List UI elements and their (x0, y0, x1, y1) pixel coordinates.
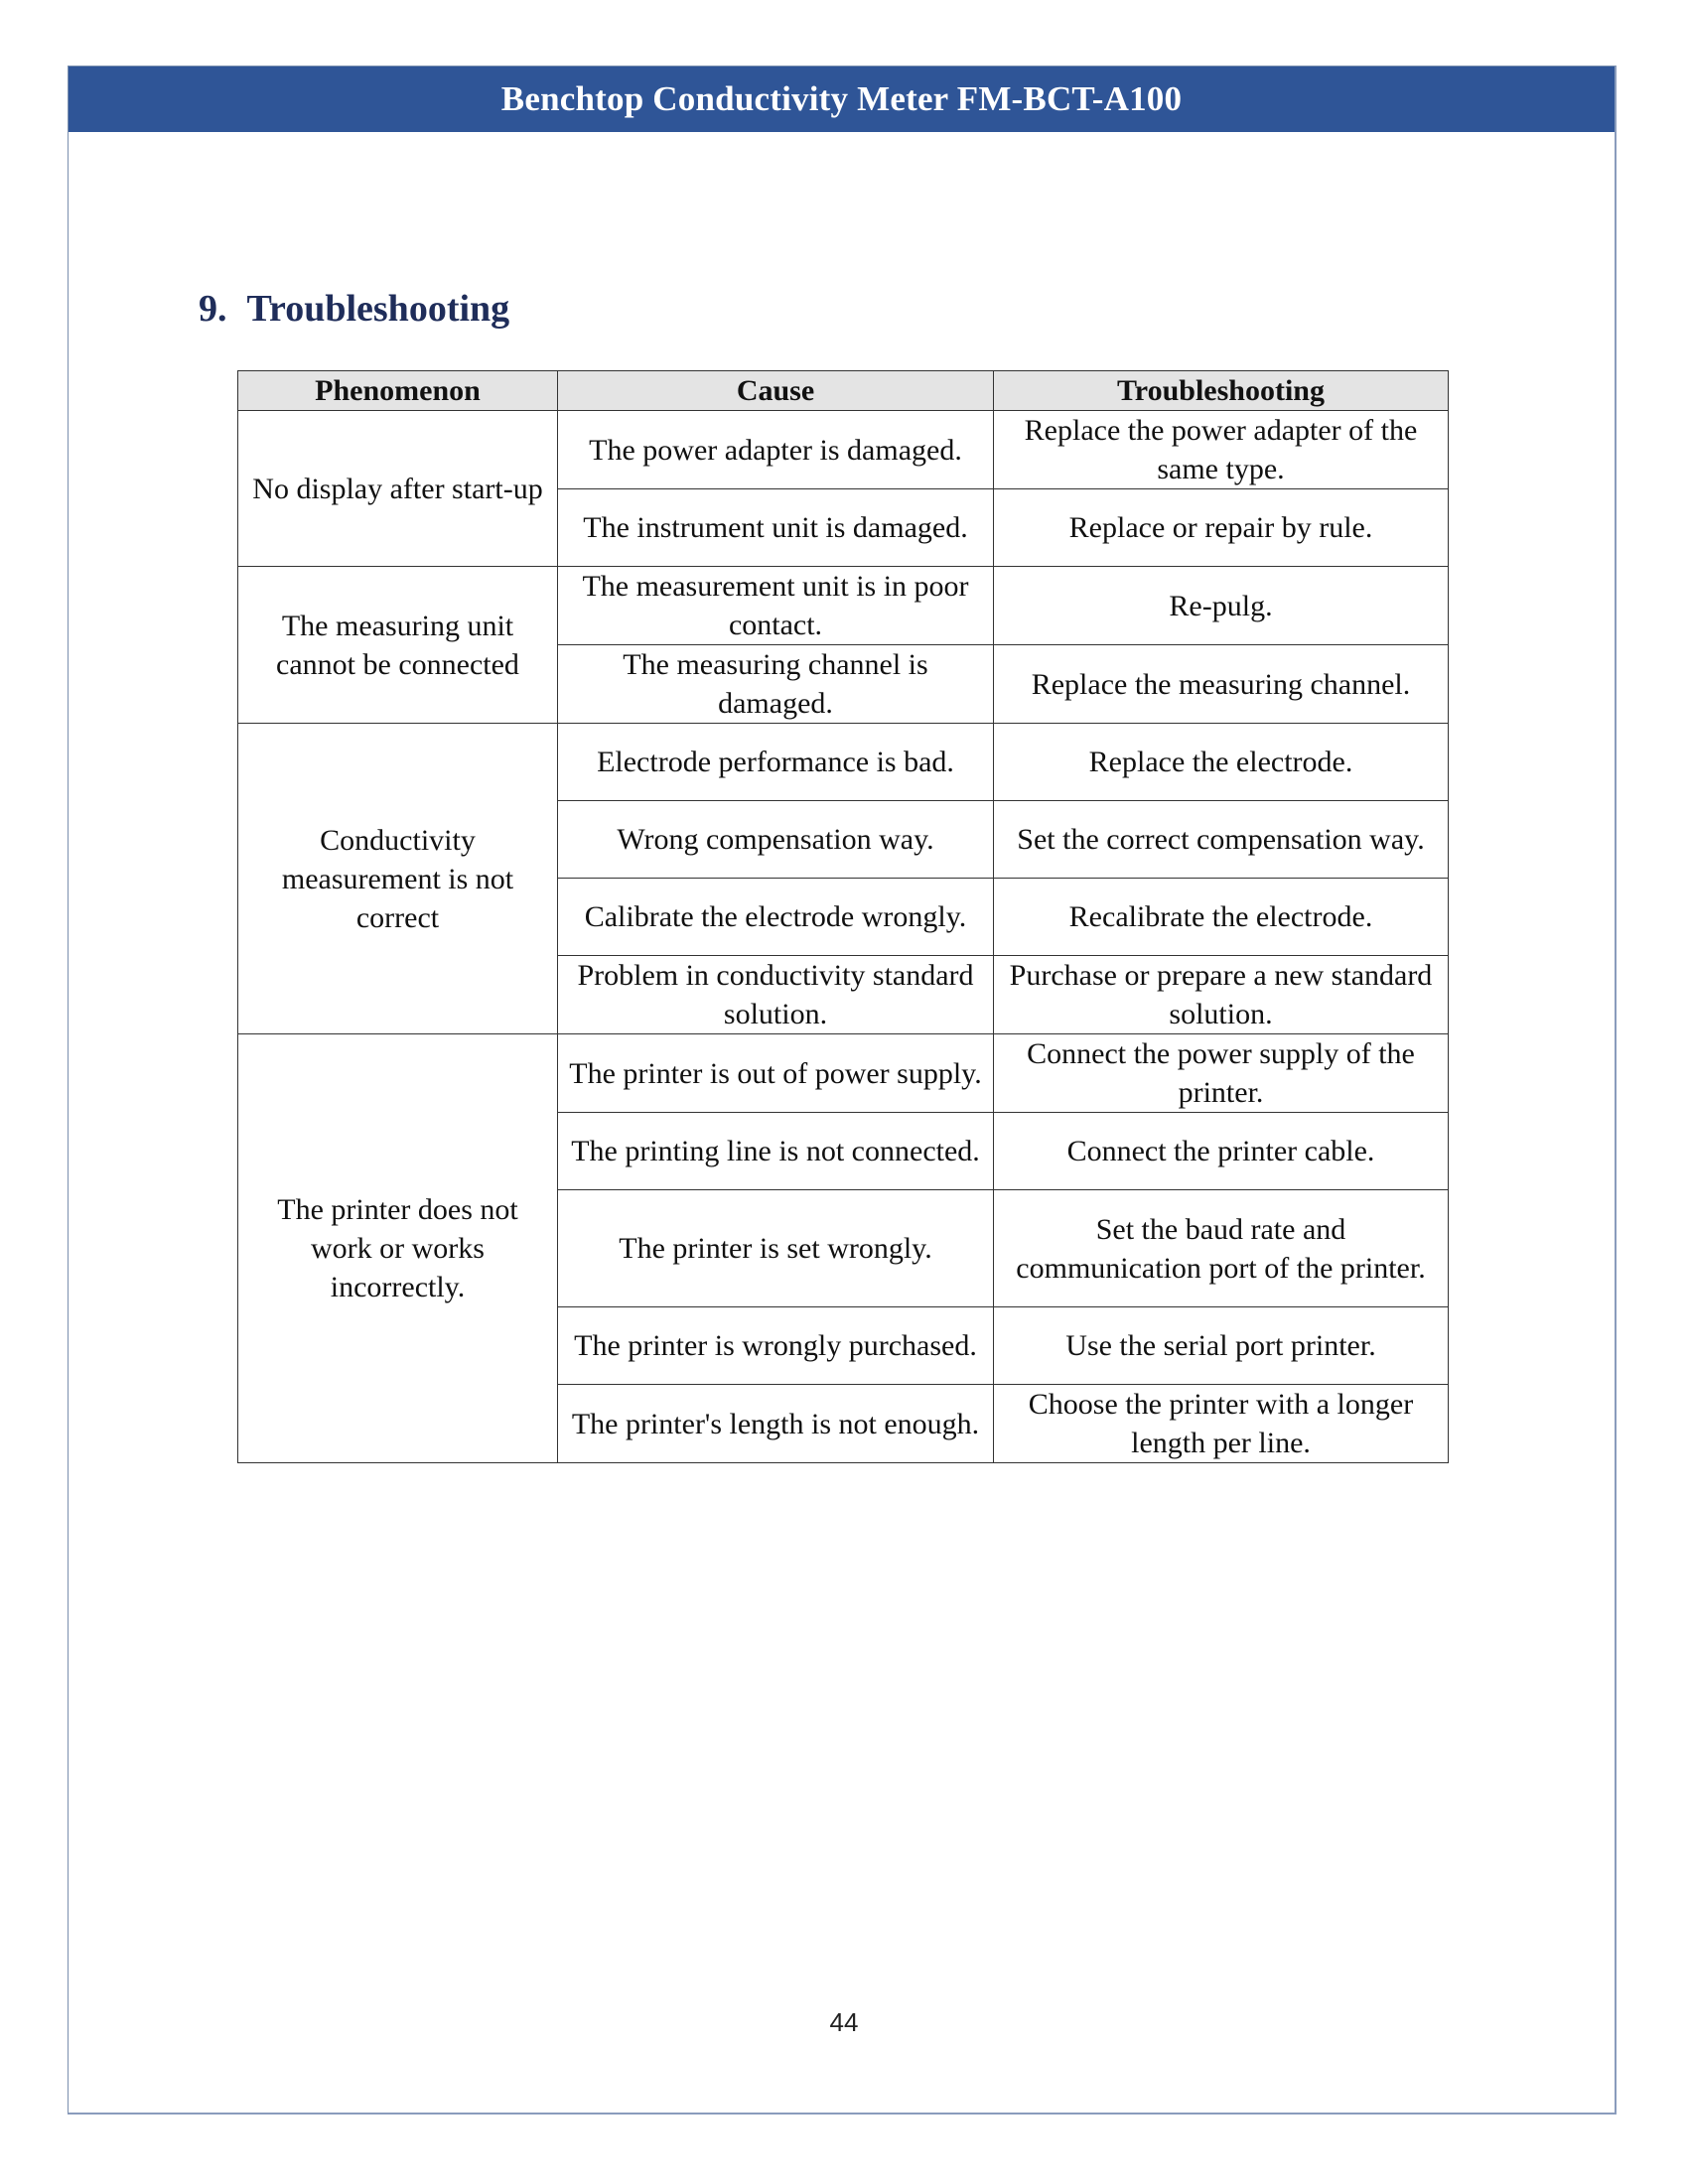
document-header (69, 67, 1615, 132)
column-header-phenomenon: Phenomenon (238, 371, 558, 411)
fix-cell: Replace the electrode. (994, 724, 1449, 801)
fix-cell: Set the correct compensation way. (994, 801, 1449, 879)
cause-cell: The printing line is not connected. (558, 1113, 994, 1190)
phenomenon-cell: Conductivity measurement is not correct (238, 724, 558, 1034)
cause-cell: Problem in conductivity standard solution. (558, 956, 994, 1034)
table-header-row (238, 371, 1449, 411)
cause-cell: The measuring channel is damaged. (558, 645, 994, 724)
fix-cell: Purchase or prepare a new standard solution. (994, 956, 1449, 1034)
section-heading (199, 284, 509, 334)
fix-cell: Replace or repair by rule. (994, 489, 1449, 567)
section-title: Troubleshooting (246, 288, 510, 330)
column-header-cause: Cause (558, 371, 994, 411)
cause-cell: The measurement unit is in poor contact. (558, 567, 994, 645)
fix-cell: Choose the printer with a longer length per line. (994, 1385, 1449, 1463)
section-number: 9. (199, 288, 227, 330)
phenomenon-cell: The measuring unit cannot be connected (238, 567, 558, 724)
fix-cell: Use the serial port printer. (994, 1307, 1449, 1385)
fix-cell: Set the baud rate and communication port of the printer. (994, 1190, 1449, 1307)
fix-cell: Connect the power supply of the printer. (994, 1034, 1449, 1113)
table-row (238, 1034, 1449, 1113)
fix-cell: Connect the printer cable. (994, 1113, 1449, 1190)
cause-cell: The printer is set wrongly. (558, 1190, 994, 1307)
fix-cell: Re-pulg. (994, 567, 1449, 645)
fix-cell: Replace the power adapter of the same type. (994, 411, 1449, 489)
cause-cell: Wrong compensation way. (558, 801, 994, 879)
cause-cell: Electrode performance is bad. (558, 724, 994, 801)
cause-cell: Calibrate the electrode wrongly. (558, 879, 994, 956)
cause-cell: The printer is out of power supply. (558, 1034, 994, 1113)
fix-cell: Recalibrate the electrode. (994, 879, 1449, 956)
table-row (238, 411, 1449, 489)
table-row (238, 724, 1449, 801)
fix-cell: Replace the measuring channel. (994, 645, 1449, 724)
cause-cell: The printer's length is not enough. (558, 1385, 994, 1463)
phenomenon-cell: No display after start-up (238, 411, 558, 567)
cause-cell: The instrument unit is damaged. (558, 489, 994, 567)
phenomenon-cell: The printer does not work or works incorrectly. (238, 1034, 558, 1463)
page-number: 44 (829, 2007, 859, 2037)
document-title: Benchtop Conductivity Meter FM-BCT-A100 (500, 79, 1183, 118)
cause-cell: The power adapter is damaged. (558, 411, 994, 489)
column-header-troubleshooting: Troubleshooting (994, 371, 1449, 411)
table-row (238, 567, 1449, 645)
troubleshooting-table (237, 370, 1449, 1463)
cause-cell: The printer is wrongly purchased. (558, 1307, 994, 1385)
